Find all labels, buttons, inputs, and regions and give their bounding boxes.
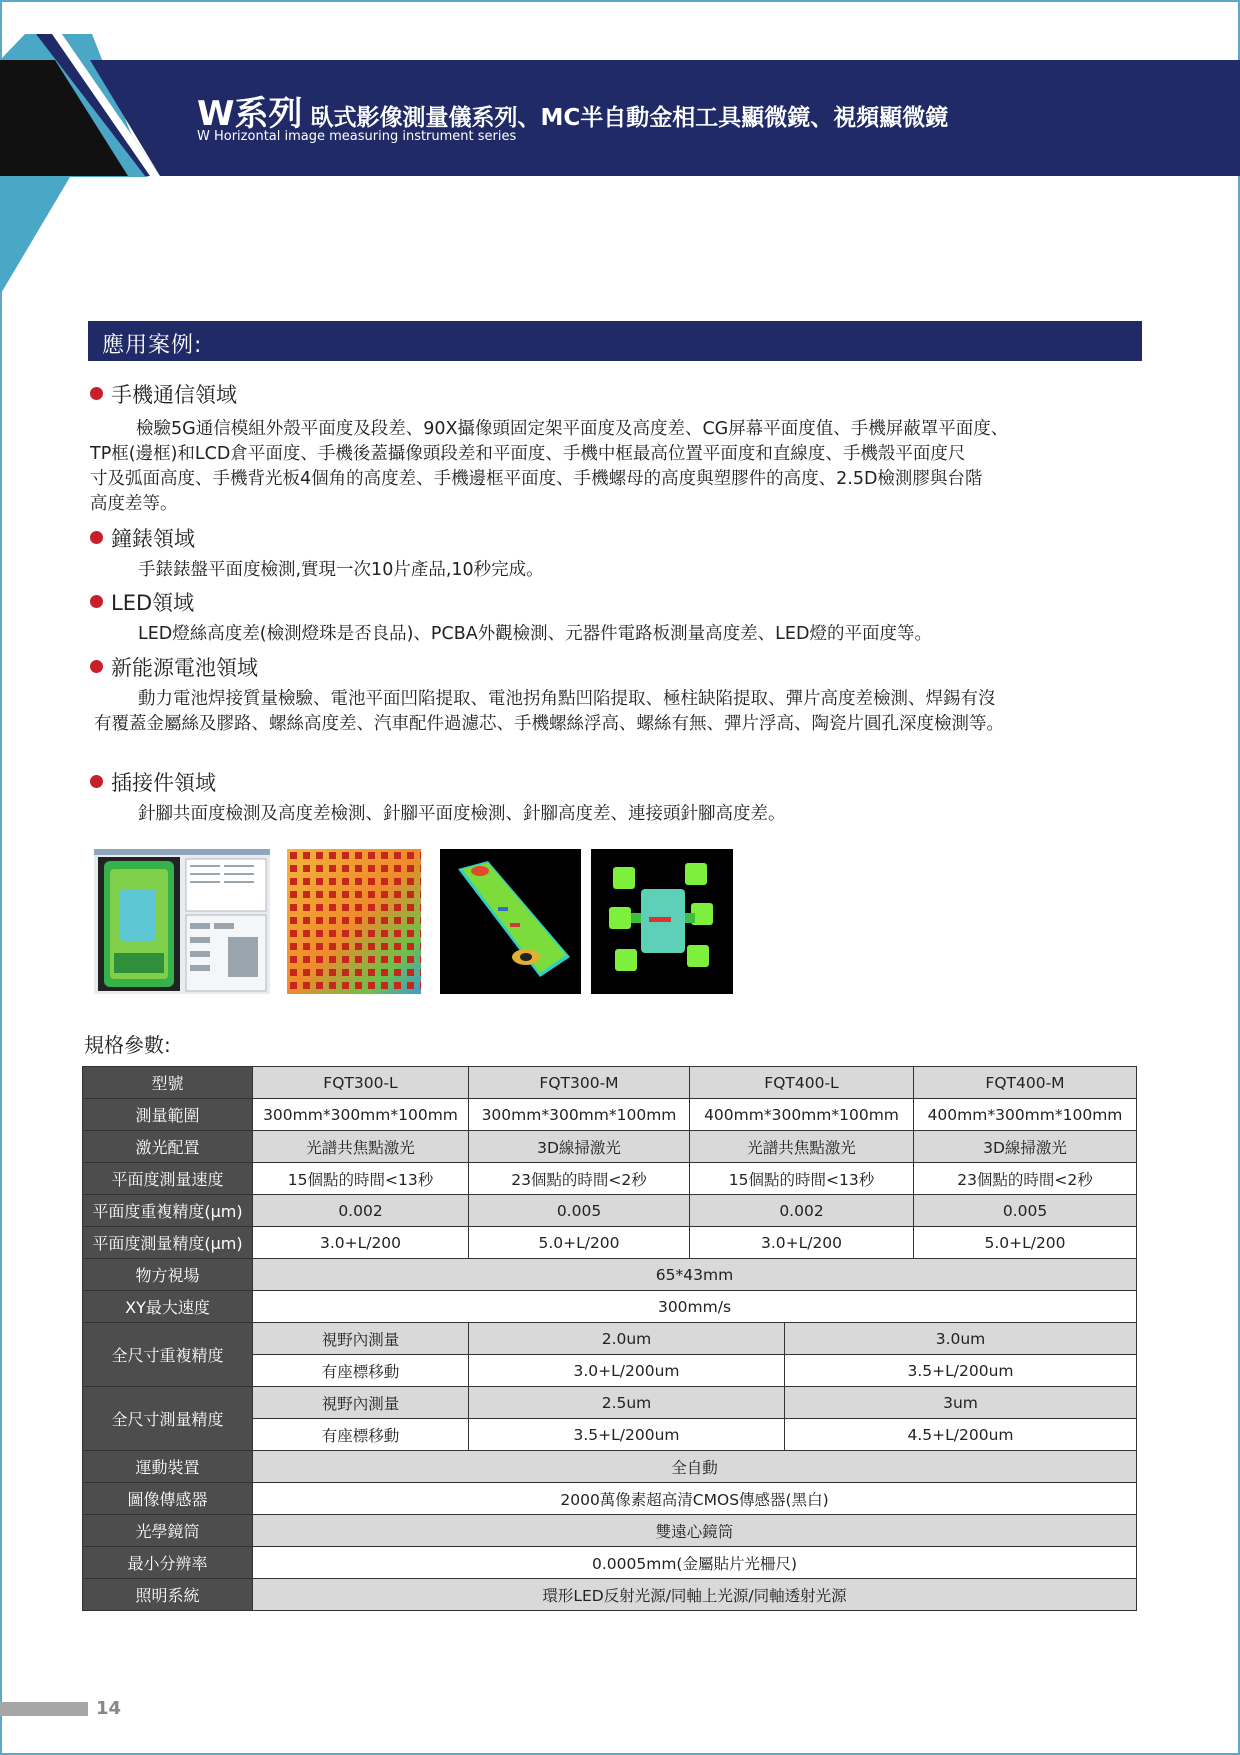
table-cell: 23個點的時間<2秒 [469, 1163, 690, 1195]
table-row [83, 1579, 1137, 1611]
table-cell: 3.5+L/200um [785, 1355, 1137, 1387]
row-label: 全尺寸重複精度 [83, 1323, 253, 1387]
table-row [83, 1291, 1137, 1323]
table-cell: 0.002 [690, 1195, 914, 1227]
sub-label: 有座標移動 [253, 1419, 469, 1451]
row-label: 型號 [83, 1067, 253, 1099]
table-cell: 15個點的時間<13秒 [690, 1163, 914, 1195]
paragraph-line: 有覆蓋金屬絲及膠路、螺絲高度差、汽車配件過濾芯、手機螺絲浮高、螺絲有無、彈片浮高、陶瓷片圓孔深度檢測等。 [94, 714, 1004, 734]
title-series: W系列 [197, 94, 303, 134]
spec-title: 規格參數: [84, 1033, 171, 1057]
table-cell: 3D線掃激光 [914, 1131, 1137, 1163]
row-label: XY最大速度 [83, 1291, 253, 1323]
table-row [83, 1451, 1137, 1483]
page-number: 14 [96, 1698, 122, 1719]
table-cell: 3.0+L/200 [690, 1227, 914, 1259]
bullet-heading: 手機通信領域 [90, 379, 237, 409]
table-cell: 0.002 [253, 1195, 469, 1227]
row-label: 光學鏡筒 [83, 1515, 253, 1547]
row-label: 激光配置 [83, 1131, 253, 1163]
table-cell: 3.0um [785, 1323, 1137, 1355]
table-cell: 4.5+L/200um [785, 1419, 1137, 1451]
connector-pins-image [287, 849, 421, 994]
row-label: 測量範圍 [83, 1099, 253, 1131]
table-cell: 300mm/s [253, 1291, 1137, 1323]
table-cell: 光譜共焦點激光 [690, 1131, 914, 1163]
table-cell: 3.0+L/200 [253, 1227, 469, 1259]
table-cell: 3um [785, 1387, 1137, 1419]
component-scan-image [591, 849, 733, 994]
section-title: 應用案例: [102, 333, 203, 358]
bullet-heading: 插接件領域 [90, 767, 216, 797]
row-label: 物方視場 [83, 1259, 253, 1291]
bullet-dot-icon [90, 387, 103, 400]
bullet-dot-icon [90, 775, 103, 788]
page-subtitle: W Horizontal image measuring instrument series [197, 129, 517, 144]
page-number-bar [0, 1702, 88, 1716]
table-row [83, 1515, 1137, 1547]
table-cell: 3D線掃激光 [469, 1131, 690, 1163]
table-cell: FQT300-M [469, 1067, 690, 1099]
page-title [197, 86, 948, 135]
sub-label: 有座標移動 [253, 1355, 469, 1387]
table-cell: 環形LED反射光源/同軸上光源/同軸透射光源 [253, 1579, 1137, 1611]
row-label: 照明系統 [83, 1579, 253, 1611]
table-row [83, 1387, 1137, 1419]
table-row [83, 1131, 1137, 1163]
table-cell: FQT300-L [253, 1067, 469, 1099]
table-row [83, 1323, 1137, 1355]
table-row [83, 1067, 1137, 1099]
table-cell: 2000萬像素超高清CMOS傳感器(黑白) [253, 1483, 1137, 1515]
table-cell: 0.0005mm(金屬貼片光柵尺) [253, 1547, 1137, 1579]
paragraph-line: 檢驗5G通信模組外殼平面度及段差、90X攝像頭固定架平面度及高度差、CG屏幕平面度值、手機屏蔽罩平面度、 [136, 419, 1009, 439]
table-cell: 0.005 [469, 1195, 690, 1227]
row-label: 最小分辨率 [83, 1547, 253, 1579]
software-screenshot-image [94, 849, 270, 994]
table-cell: FQT400-L [690, 1067, 914, 1099]
sub-label: 視野內測量 [253, 1387, 469, 1419]
table-cell: 雙遠心鏡筒 [253, 1515, 1137, 1547]
bullet-heading: 鐘錶領域 [90, 523, 195, 553]
table-cell: 5.0+L/200 [914, 1227, 1137, 1259]
paragraph-line: LED燈絲高度差(檢測燈珠是否良品)、PCBA外觀檢測、元器件電路板測量高度差、LED燈的平面度等。 [138, 624, 932, 644]
page-border-top [0, 0, 1240, 2]
row-label: 全尺寸測量精度 [83, 1387, 253, 1451]
paragraph-line: 寸及弧面高度、手機背光板4個角的高度差、手機邊框平面度、手機螺母的高度與塑膠件的高度、2.5D檢測膠與台階 [90, 469, 983, 489]
table-cell: 400mm*300mm*100mm [690, 1099, 914, 1131]
row-label: 圖像傳感器 [83, 1483, 253, 1515]
table-cell: 300mm*300mm*100mm [253, 1099, 469, 1131]
row-label: 平面度測量速度 [83, 1163, 253, 1195]
table-cell: 65*43mm [253, 1259, 1137, 1291]
spec-table [82, 1066, 1137, 1611]
sub-label: 視野內測量 [253, 1323, 469, 1355]
paragraph-line: 手錶錶盤平面度檢測,實現一次10片產品,10秒完成。 [138, 560, 544, 580]
table-row [83, 1099, 1137, 1131]
bullet-heading: LED領域 [90, 587, 194, 617]
bullet-dot-icon [90, 531, 103, 544]
bullet-dot-icon [90, 660, 103, 673]
table-cell: 5.0+L/200 [469, 1227, 690, 1259]
table-row [83, 1483, 1137, 1515]
table-cell: 3.0+L/200um [469, 1355, 785, 1387]
paragraph-line: TP框(邊框)和LCD倉平面度、手機後蓋攝像頭段差和平面度、手機中框最高位置平面度和直線度、手機殼平面度尺 [90, 444, 966, 464]
table-cell: 全自動 [253, 1451, 1137, 1483]
header-banner [0, 30, 1240, 310]
title-text: 臥式影像測量儀系列、MC半自動金相工具顯微鏡、視頻顯微鏡 [310, 105, 949, 131]
table-row [83, 1163, 1137, 1195]
section-header [88, 321, 1142, 361]
table-row [83, 1195, 1137, 1227]
table-cell: 2.0um [469, 1323, 785, 1355]
bullet-heading: 新能源電池領域 [90, 652, 258, 682]
battery-scan-image [440, 849, 581, 994]
paragraph-line: 針腳共面度檢測及高度差檢測、針腳平面度檢測、針腳高度差、連接頭針腳高度差。 [138, 804, 786, 824]
table-row [83, 1227, 1137, 1259]
table-cell: FQT400-M [914, 1067, 1137, 1099]
table-cell: 15個點的時間<13秒 [253, 1163, 469, 1195]
table-row [83, 1547, 1137, 1579]
table-cell: 3.5+L/200um [469, 1419, 785, 1451]
table-cell: 0.005 [914, 1195, 1137, 1227]
table-cell: 2.5um [469, 1387, 785, 1419]
paragraph-line: 高度差等。 [90, 494, 178, 514]
row-label: 平面度重複精度(μm) [83, 1195, 253, 1227]
table-cell: 400mm*300mm*100mm [914, 1099, 1137, 1131]
bullet-dot-icon [90, 595, 103, 608]
row-label: 平面度測量精度(μm) [83, 1227, 253, 1259]
table-cell: 光譜共焦點激光 [253, 1131, 469, 1163]
table-cell: 23個點的時間<2秒 [914, 1163, 1137, 1195]
table-cell: 300mm*300mm*100mm [469, 1099, 690, 1131]
row-label: 運動裝置 [83, 1451, 253, 1483]
table-row [83, 1259, 1137, 1291]
paragraph-line: 動力電池焊接質量檢驗、電池平面凹陷提取、電池拐角點凹陷提取、極柱缺陷提取、彈片高度差檢測、焊錫有沒 [138, 689, 996, 709]
